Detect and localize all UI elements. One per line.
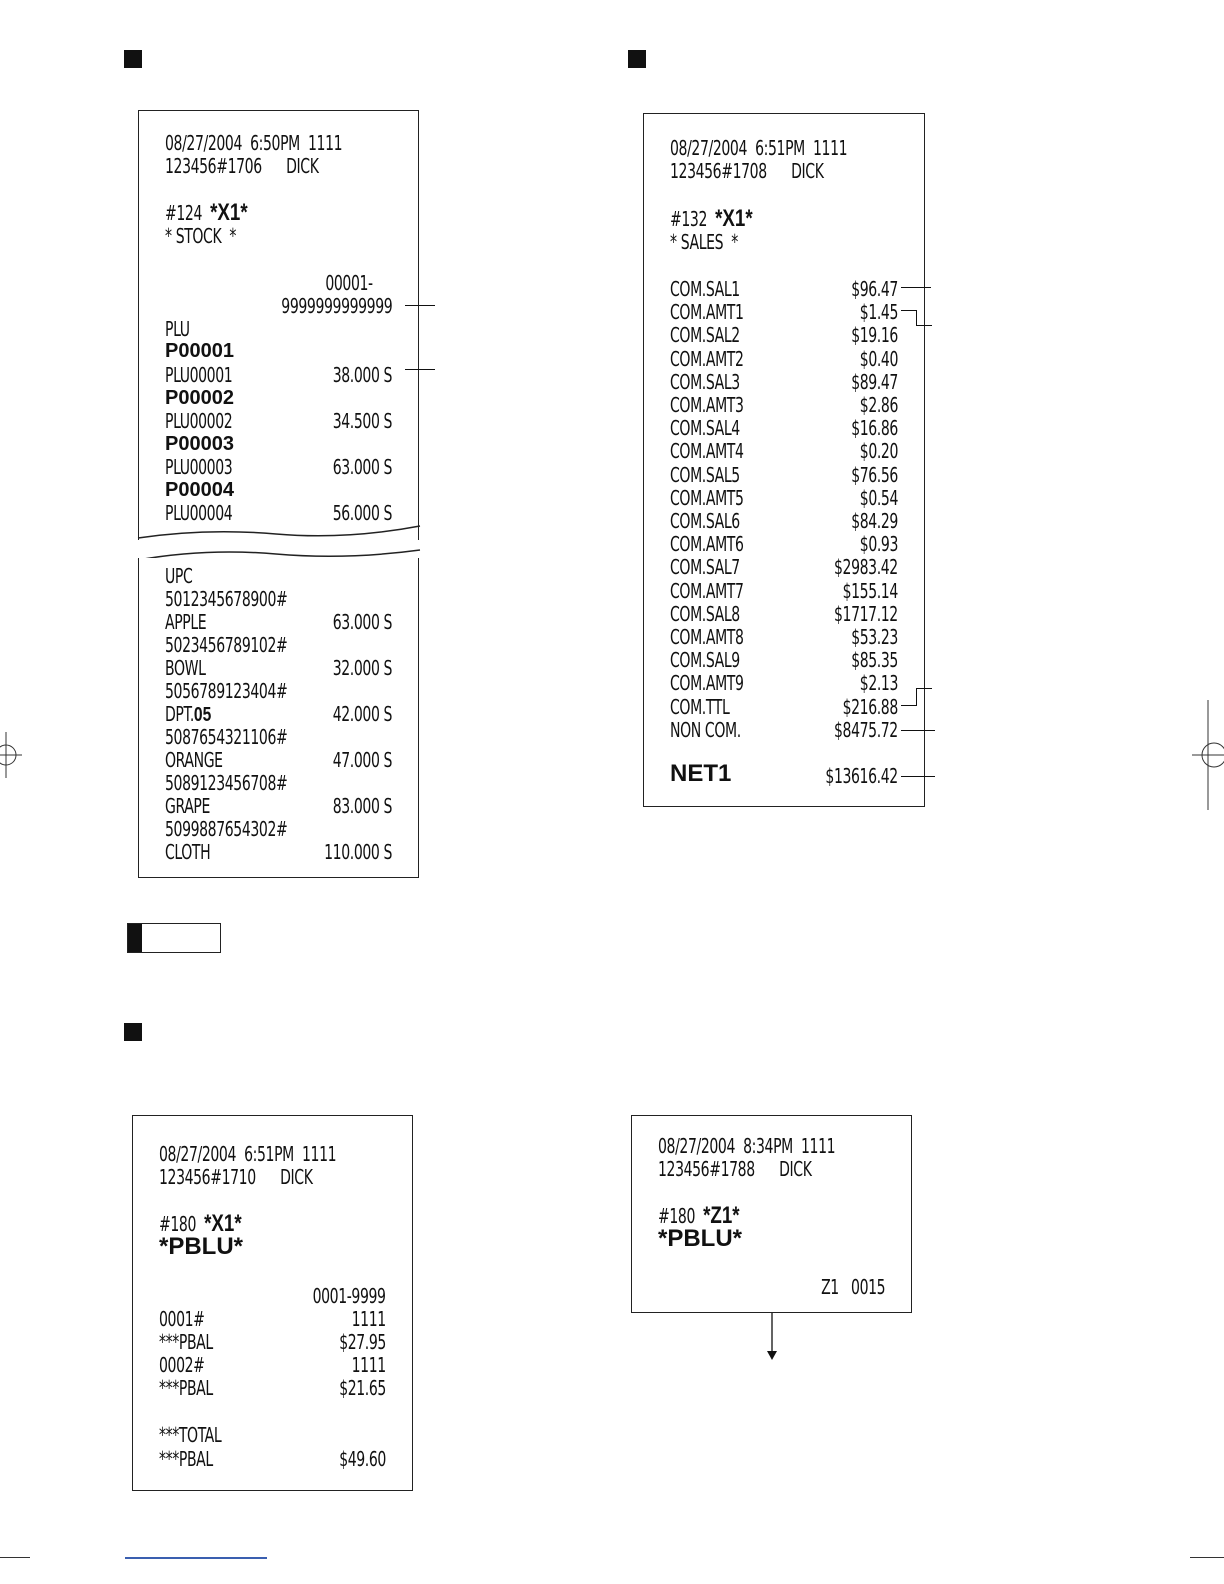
sales-row-value: $0.40 xyxy=(859,346,898,371)
stock-range-start: 00001- xyxy=(325,271,373,295)
stock-title: * STOCK * xyxy=(165,224,237,248)
sales-row-value: $76.56 xyxy=(851,462,898,487)
sales-row-value: $85.35 xyxy=(851,648,898,673)
sales-row-value: $53.23 xyxy=(851,625,898,649)
sales-row-value: $1.45 xyxy=(859,300,898,325)
sales-row-label: COM.SAL7 xyxy=(670,555,740,580)
plu-code-2: P00002 xyxy=(165,387,234,409)
pblu-x-row-1-label: 0001# xyxy=(159,1307,205,1331)
pblu-z-counter: Z1 0015 xyxy=(820,1275,885,1299)
sales-row-value: $2983.42 xyxy=(834,555,898,580)
upc-qty-6: 110.000 S xyxy=(324,840,392,864)
sales-amt-callout-h2 xyxy=(916,325,932,326)
note-label-fill xyxy=(128,924,142,952)
sales-amt-callout-h xyxy=(901,310,917,311)
pblu-x-total-label: ***TOTAL xyxy=(159,1423,222,1447)
upc-name-2: BOWL xyxy=(165,656,206,680)
pblu-x-header-id: 123456#1710 DICK xyxy=(159,1165,313,1189)
stock-header-date: 08/27/2004 6:50PM 1111 xyxy=(165,131,343,155)
sales-row-label: COM.SAL3 xyxy=(670,369,740,394)
pblu-x-total-pbal-label: ***PBAL xyxy=(159,1447,213,1471)
sales-row-label: NON COM. xyxy=(670,717,741,742)
sales-receipt xyxy=(643,113,925,807)
section-marker-pblu xyxy=(124,1023,142,1041)
sales-row-label: COM.AMT3 xyxy=(670,393,744,417)
pblu-z-receipt xyxy=(631,1115,912,1313)
sales-row-label: COM.SAL9 xyxy=(670,648,740,673)
upc-qty-3: 42.000 S xyxy=(332,702,392,726)
pblu-x-row-4-label: ***PBAL xyxy=(159,1376,213,1400)
pblu-z-report-line xyxy=(658,1202,740,1229)
pblu-x-row-4-value: $21.65 xyxy=(339,1376,386,1400)
sales-ttl-callout-v xyxy=(916,688,917,706)
trim-mark-left xyxy=(0,1557,30,1558)
section-marker-sales xyxy=(628,50,646,68)
upc-code-6: 5099887654302# xyxy=(165,817,288,841)
sales-row-label: COM.SAL5 xyxy=(670,462,740,487)
sales-ttl-callout-h2 xyxy=(901,705,917,706)
plu-name-3: PLU00003 xyxy=(165,455,233,479)
sales-row-value: $0.54 xyxy=(859,485,898,510)
stock-qty-callout xyxy=(405,369,435,370)
sales-report-no: #132 xyxy=(670,207,707,231)
plu-name-2: PLU00002 xyxy=(165,409,233,433)
pblu-x-report-no: #180 xyxy=(159,1212,196,1236)
upc-qty-1: 63.000 S xyxy=(332,610,392,634)
pblu-z-mode: *Z1* xyxy=(703,1202,740,1229)
sales-row-value: $2.86 xyxy=(859,393,898,417)
upc-name-6: CLOTH xyxy=(165,840,211,864)
sales-row-value: $16.86 xyxy=(851,416,898,441)
pblu-z-header-id: 123456#1788 DICK xyxy=(658,1157,812,1181)
sales-row-value: $19.16 xyxy=(851,323,898,348)
sales-row-value: $96.47 xyxy=(851,277,898,301)
stock-tear-edge-top xyxy=(136,520,422,546)
plu-qty-1: 38.000 S xyxy=(332,363,392,387)
upc-name-5: GRAPE xyxy=(165,794,210,818)
sales-report-line xyxy=(670,205,753,232)
stock-report-line xyxy=(165,199,248,226)
plu-qty-4: 56.000 S xyxy=(332,501,392,525)
upc-qty-5: 83.000 S xyxy=(332,794,392,818)
sales-row-value: $155.14 xyxy=(842,578,898,603)
stock-mode: *X1* xyxy=(210,199,248,226)
sales-sal-callout xyxy=(901,287,931,288)
stock-section-upc: UPC xyxy=(165,564,193,588)
sales-row-label: COM.AMT8 xyxy=(670,625,744,649)
sales-row-value: $89.47 xyxy=(851,369,898,394)
upc-code-2: 5023456789102# xyxy=(165,633,288,657)
sales-row-label: COM.AMT7 xyxy=(670,578,744,603)
sales-row-label: COM.SAL6 xyxy=(670,509,740,533)
stock-section-plu: PLU xyxy=(165,317,190,341)
registration-mark-left-icon xyxy=(0,732,26,778)
pblu-x-row-1-value: 1111 xyxy=(351,1307,386,1331)
sales-mode: *X1* xyxy=(715,205,753,232)
plu-code-1: P00001 xyxy=(165,340,234,362)
sales-amt-callout-v xyxy=(916,310,917,326)
upc-qty-2: 32.000 S xyxy=(332,656,392,680)
sales-ttl-callout-h xyxy=(916,688,932,689)
upc-name-3: DPT.05 xyxy=(165,702,212,726)
footer-rule xyxy=(125,1557,267,1559)
pblu-x-row-2-label: ***PBAL xyxy=(159,1330,213,1354)
upc-code-4: 5087654321106# xyxy=(165,725,288,749)
upc-name-4: ORANGE xyxy=(165,748,223,772)
plu-name-4: PLU00004 xyxy=(165,501,233,525)
sales-row-label: COM.AMT4 xyxy=(670,439,744,464)
sales-row-label: COM.SAL8 xyxy=(670,601,740,626)
sales-noncom-callout xyxy=(901,730,935,731)
registration-mark-right-icon xyxy=(1180,700,1224,810)
section-marker-stock xyxy=(124,50,142,68)
sales-row-label: COM.SAL1 xyxy=(670,277,740,301)
sales-row-label: COM.AMT1 xyxy=(670,300,744,325)
sales-row-value: $1717.12 xyxy=(834,601,898,626)
stock-range-callout xyxy=(405,305,435,306)
sales-row-value: $0.93 xyxy=(859,532,898,557)
sales-header-id: 123456#1708 DICK xyxy=(670,159,824,183)
sales-row-value: $216.88 xyxy=(842,694,898,719)
sales-row-value: $8475.72 xyxy=(834,717,898,742)
pblu-z-report-no: #180 xyxy=(658,1204,695,1228)
stock-range-end: 9999999999999 xyxy=(281,294,392,318)
pblu-x-title: *PBLU* xyxy=(159,1233,244,1260)
stock-receipt-bottom xyxy=(138,558,419,878)
sales-row-label: COM.SAL4 xyxy=(670,416,740,441)
pblu-x-receipt xyxy=(132,1115,413,1491)
upc-name-1: APPLE xyxy=(165,610,207,634)
pblu-x-report-line xyxy=(159,1210,242,1237)
upc-code-5: 5089123456708# xyxy=(165,771,288,795)
sales-row-value: $0.20 xyxy=(859,439,898,464)
sales-net-value: $13616.42 xyxy=(825,764,898,788)
sales-row-label: COM.AMT5 xyxy=(670,485,744,510)
sales-row-label: COM.AMT2 xyxy=(670,346,744,371)
sales-row-label: COM.AMT9 xyxy=(670,671,744,696)
plu-code-4: P00004 xyxy=(165,479,234,501)
stock-report-no: #124 xyxy=(165,201,202,225)
note-label-box xyxy=(127,923,221,953)
sales-net-label: NET1 xyxy=(670,760,732,787)
pblu-z-header-date: 08/27/2004 8:34PM 1111 xyxy=(658,1134,836,1158)
pblu-x-header-date: 08/27/2004 6:51PM 1111 xyxy=(159,1142,337,1166)
pblu-x-total-pbal-value: $49.60 xyxy=(339,1447,386,1471)
plu-qty-3: 63.000 S xyxy=(332,455,392,479)
down-arrow-icon xyxy=(764,1313,780,1361)
pblu-x-row-2-value: $27.95 xyxy=(339,1330,386,1354)
pblu-x-mode: *X1* xyxy=(204,1210,242,1237)
upc-qty-4: 47.000 S xyxy=(332,748,392,772)
sales-row-value: $84.29 xyxy=(851,509,898,533)
pblu-z-title: *PBLU* xyxy=(658,1225,743,1252)
trim-mark-right xyxy=(1190,1557,1224,1558)
plu-name-1: PLU00001 xyxy=(165,363,233,387)
sales-net-callout xyxy=(901,776,935,777)
pblu-x-range: 0001-9999 xyxy=(313,1284,386,1308)
pblu-x-row-3-value: 1111 xyxy=(351,1353,386,1377)
upc-code-1: 5012345678900# xyxy=(165,587,288,611)
upc-code-3: 5056789123404# xyxy=(165,679,288,703)
sales-title: * SALES * xyxy=(670,230,738,254)
stock-header-id: 123456#1706 DICK xyxy=(165,154,319,178)
plu-code-3: P00003 xyxy=(165,433,234,455)
sales-header-date: 08/27/2004 6:51PM 1111 xyxy=(670,136,848,160)
sales-row-label: COM.AMT6 xyxy=(670,532,744,557)
sales-row-label: COM.SAL2 xyxy=(670,323,740,348)
sales-row-value: $2.13 xyxy=(859,671,898,696)
stock-receipt-top xyxy=(138,110,419,540)
pblu-x-row-3-label: 0002# xyxy=(159,1353,205,1377)
plu-qty-2: 34.500 S xyxy=(332,409,392,433)
sales-row-label: COM.TTL xyxy=(670,694,730,719)
